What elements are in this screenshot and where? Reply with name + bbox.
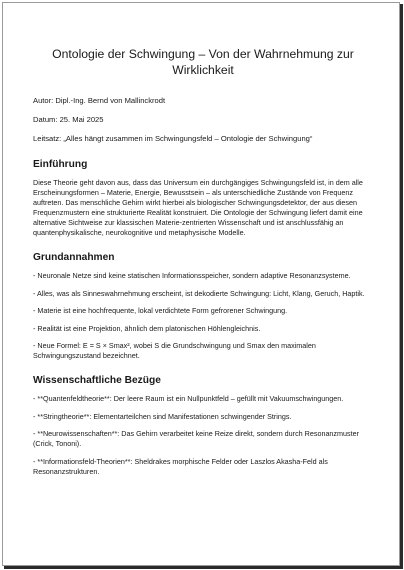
motto-line: Leitsatz: „Alles hängt zusammen im Schwingungsfeld – Ontologie der Schwingung“	[33, 134, 313, 143]
section-heading-wissenschaftliche-bezuege: Wissenschaftliche Bezüge	[33, 375, 161, 386]
document-title: Ontologie der Schwingung – Von der Wahrnehmung zur Wirklichkeit	[52, 47, 354, 77]
list-item: - **Neurowissenschaften**: Das Gehirn verarbeitet keine Reize direkt, sondern durch Resonanzmuster (Crick, Tononi).	[33, 429, 359, 448]
date-line: Datum: 25. Mai 2025	[33, 115, 104, 124]
page-shadow	[4, 566, 403, 569]
list-item: - Neuronale Netze sind keine statischen Informationsspeicher, sondern adaptive Resonanzsysteme.	[33, 271, 351, 280]
author-line: Autor: Dipl.-Ing. Bernd von Mallinckrodt	[33, 96, 166, 105]
list-item: - **Stringtheorie**: Elementarteilchen sind Manifestationen schwingender Strings.	[33, 411, 292, 421]
list-item: - Neue Formel: E = S × Smax², wobei S die Grundschwingung und Smax den maximalen Schwingungszustand bezeichnet.	[33, 341, 316, 360]
document-content	[33, 46, 373, 484]
list-item: - **Informationsfeld-Theorien**: Sheldrakes morphische Felder oder Laszlos Akasha-Feld als Resonanzstrukturen.	[33, 456, 328, 476]
list-item: - Materie ist eine hochfrequente, lokal verdichtete Form gefrorener Schwingung.	[33, 306, 288, 315]
section-heading-einfuehrung: Einführung	[33, 159, 88, 170]
section-paragraph: Diese Theorie geht davon aus, dass das Universum ein durchgängiges Schwingungsfeld ist, in dem alle Erscheinungsformen – Materie, Energie, Bewusstsein – als unterschiedliche Zustände von Frequenz auftreten. Das menschliche Gehirn wirkt hierbei als biologischer Schwingungsdetektor, der aus diesen Frequenzmustern eine strukturierte Realität konstruiert. Die Ontologie der Schwingung liefert damit eine alternative Sichtweise zur klassischen Materie-zentrierten Wissenschaft und ist anschlussfähig an quantenphysikalische, neurokognitive und metaphysische Modelle.	[33, 178, 363, 237]
list-item: - Realität ist eine Projektion, ähnlich dem platonischen Höhlengleichnis.	[33, 323, 261, 333]
page-shadow	[400, 4, 403, 568]
section-heading-grundannahmen: Grundannahmen	[33, 252, 115, 263]
list-item: - Alles, was als Sinneswahrnehmung erscheint, ist dekodierte Schwingung: Licht, Klang, Geruch, Haptik.	[33, 288, 365, 298]
list-item: - **Quantenfeldtheorie**: Der leere Raum ist ein Nullpunktfeld – gefüllt mit Vakuumschwingungen.	[33, 394, 344, 403]
